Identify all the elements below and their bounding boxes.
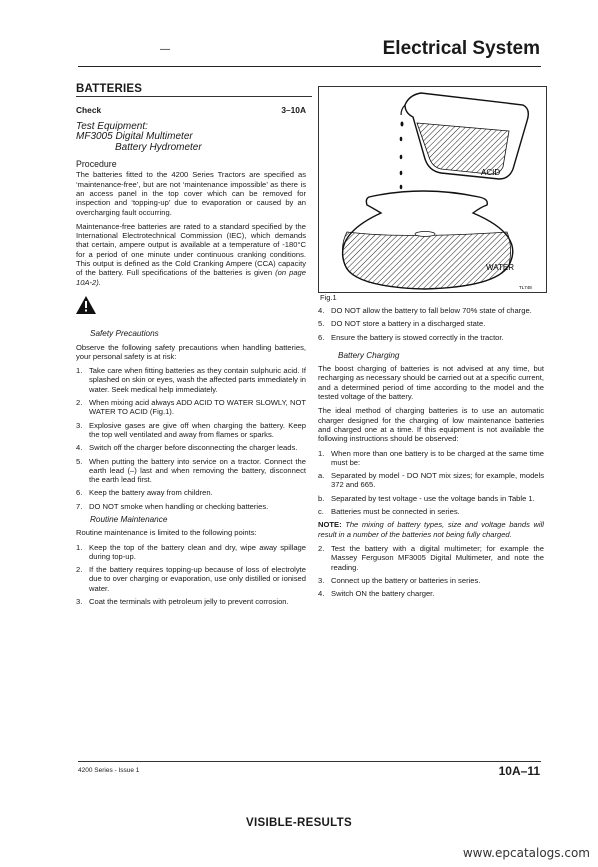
charging-item-text: Separated by model - DO NOT mix sizes; for example, models 372 and 665. bbox=[331, 471, 544, 490]
charging-item-number: b. bbox=[318, 493, 325, 503]
right-list bbox=[318, 306, 544, 342]
acid-water-illustration bbox=[319, 87, 546, 292]
left-column bbox=[76, 72, 306, 610]
charging-step-number: 3. bbox=[318, 575, 325, 585]
water-label: WATER bbox=[486, 263, 514, 272]
charging-step-text: Connect up the battery or batteries in series. bbox=[331, 575, 481, 585]
charging-item-text: Batteries must be connected in series. bbox=[331, 507, 460, 517]
safety-heading: Safety Precautions bbox=[90, 329, 159, 339]
precaution-item-number: 4. bbox=[318, 306, 325, 315]
precaution-item bbox=[318, 306, 544, 315]
safety-item-number: 2. bbox=[76, 398, 83, 408]
charging-step-number: 2. bbox=[318, 543, 325, 553]
test-equipment bbox=[76, 122, 306, 154]
safety-item-number: 1. bbox=[76, 366, 83, 376]
figure-ref: TL748 bbox=[519, 285, 532, 290]
charging-list bbox=[318, 449, 544, 517]
charging-heading: Battery Charging bbox=[338, 350, 400, 360]
routine-item bbox=[76, 565, 306, 593]
section-title: BATTERIES bbox=[76, 83, 143, 95]
precaution-item-number: 6. bbox=[318, 332, 325, 342]
charging-item bbox=[318, 494, 544, 503]
page-header-title: Electrical System bbox=[382, 38, 540, 59]
right-column bbox=[318, 306, 544, 602]
warning-icon bbox=[76, 296, 96, 314]
safety-item bbox=[76, 398, 306, 417]
check-row bbox=[76, 106, 306, 115]
test-equipment-line1: MF3005 Digital Multimeter bbox=[76, 131, 193, 143]
safety-list bbox=[76, 366, 306, 511]
charging-item-text: When more than one battery is to be charged at the same time must be: bbox=[331, 448, 544, 467]
figure-label: Fig.1 bbox=[320, 293, 337, 302]
figure-acid-water bbox=[318, 86, 547, 293]
charging-step-number: 4. bbox=[318, 589, 325, 599]
routine-list bbox=[76, 543, 306, 607]
safety-item bbox=[76, 421, 306, 440]
routine-item-text: Coat the terminals with petroleum jelly to prevent corrosion. bbox=[89, 597, 289, 607]
routine-item-text: If the battery requires topping-up because of loss of electrolyte due to over charging or evaporation, use only distilled or ionised water. bbox=[89, 565, 306, 593]
note-text: The mixing of battery types, size and voltage bands will result in a number of the batteries not being fully charged. bbox=[318, 520, 544, 539]
precaution-item-text: DO NOT store a battery in a discharged state. bbox=[331, 319, 486, 329]
charging-item-number: 1. bbox=[318, 448, 325, 458]
routine-heading: Routine Maintenance bbox=[90, 515, 168, 524]
header-rule bbox=[78, 66, 541, 67]
routine-intro: Routine maintenance is limited to the following points: bbox=[76, 528, 257, 538]
charging-step bbox=[318, 544, 544, 572]
test-equipment-line2: Battery Hydrometer bbox=[115, 141, 202, 153]
safety-item-number: 3. bbox=[76, 420, 83, 430]
procedure-paragraph-2 bbox=[76, 222, 306, 287]
safety-item-text: When putting the battery into service on a tractor. Connect the earth lead (–) last and when removing the battery, disconnect the earth lead first. bbox=[89, 456, 306, 485]
charging-item bbox=[318, 449, 544, 468]
procedure-paragraph-1: The batteries fitted to the 4200 Series Tractors are specified as ‘maintenance-free’, but are not ‘maintenance impossible’ as there is an access panel in the top cover which can be removed for inspection and ‘topping-up’ due to evaporation or caused by an overcharging fault occurring. bbox=[76, 170, 306, 217]
header-dash: — bbox=[160, 44, 170, 55]
precaution-item-text: Ensure the battery is stowed correctly in the tractor. bbox=[331, 332, 504, 342]
check-label: Check bbox=[76, 105, 102, 116]
safety-item-text: DO NOT smoke when handling or checking batteries. bbox=[89, 501, 269, 511]
charging-step-text: Switch ON the battery charger. bbox=[331, 589, 435, 599]
safety-item bbox=[76, 366, 306, 394]
check-code: 3–10A bbox=[281, 105, 306, 116]
charging-item bbox=[318, 471, 544, 490]
safety-item bbox=[76, 457, 306, 485]
safety-item-number: 4. bbox=[76, 443, 83, 453]
charging-item-text: Separated by test voltage - use the voltage bands in Table 1. bbox=[331, 493, 535, 503]
footer-page-number: 10A–11 bbox=[498, 764, 540, 778]
safety-item bbox=[76, 502, 306, 511]
footer-series: 4200 Series - Issue 1 bbox=[78, 767, 140, 774]
note-label: NOTE: bbox=[318, 520, 342, 530]
safety-item-text: Switch off the charger before disconnecting the charger leads. bbox=[89, 443, 298, 453]
charging-step bbox=[318, 576, 544, 585]
safety-item-text: When mixing acid always ADD ACID TO WATER SLOWLY, NOT WATER TO ACID (Fig.1). bbox=[89, 398, 306, 417]
safety-item bbox=[76, 488, 306, 497]
routine-item-number: 1. bbox=[76, 542, 83, 552]
safety-item-text: Explosive gases are give off when charging the battery. Keep the top well ventilated and away from flames or sparks. bbox=[89, 420, 306, 439]
safety-item-number: 7. bbox=[76, 501, 83, 511]
acid-label: ACID bbox=[481, 168, 501, 177]
safety-item-text: Take care when fitting batteries as they contain sulphuric acid. If splashed on skin or eyes, wash the affected parts immediately in water. Seek medical help immediately. bbox=[89, 366, 306, 394]
procedure-page-ref: (on page 10A-2). bbox=[76, 268, 306, 287]
safety-item-text: Keep the battery away from children. bbox=[89, 488, 213, 498]
charging-item bbox=[318, 507, 544, 516]
charging-item-number: a. bbox=[318, 471, 325, 481]
precaution-item bbox=[318, 333, 544, 342]
acid-jug bbox=[401, 93, 528, 179]
procedure-paragraph-2-text: Maintenance-free batteries are rated to a standard specified by the International Electrotechnical Commission (IEC), which demands that certain, ampere output is available at a temperature of -180°C for a period of one minute under continuous cranking conditions. This output is defined as the Cold Cranking Ampere (CCA) capacity of the battery. Full specifications of the batteries is given bbox=[76, 221, 306, 278]
charging-note bbox=[318, 520, 544, 539]
routine-item-text: Keep the top of the battery clean and dry, wipe away spillage during top-up. bbox=[89, 542, 306, 561]
charging-step-text: Test the battery with a digital multimeter; for example the Massey Ferguson MF3005 Digital Multimeter, and note the reading. bbox=[331, 543, 544, 572]
test-equipment-label: Test Equipment: bbox=[76, 120, 148, 132]
visible-results-caption: VISIBLE-RESULTS bbox=[246, 817, 352, 829]
routine-item-number: 2. bbox=[76, 565, 83, 575]
charging-step bbox=[318, 589, 544, 598]
charging-list-2 bbox=[318, 544, 544, 598]
precaution-item-text: DO NOT allow the battery to fall below 70% state of charge. bbox=[331, 306, 532, 315]
routine-item bbox=[76, 597, 306, 606]
procedure-heading: Procedure bbox=[76, 159, 117, 170]
precaution-item-number: 5. bbox=[318, 319, 325, 329]
routine-item-number: 3. bbox=[76, 597, 83, 607]
safety-item-number: 5. bbox=[76, 456, 83, 466]
watermark-link[interactable]: www.epcatalogs.com bbox=[462, 846, 590, 860]
safety-intro: Observe the following safety precautions when handling batteries, your personal safety is at risk: bbox=[76, 342, 306, 361]
charging-paragraph-1: The boost charging of batteries is not advised at any time, but recharging as necessary should be carried out at a specific current, and a determined period of time according to the model and the tested voltage of the battery. bbox=[318, 364, 544, 402]
charging-item-number: c. bbox=[318, 507, 324, 517]
safety-item bbox=[76, 443, 306, 452]
section-rule bbox=[76, 96, 312, 97]
safety-item-number: 6. bbox=[76, 488, 83, 498]
routine-item bbox=[76, 543, 306, 562]
water-vessel bbox=[342, 191, 512, 289]
precaution-item bbox=[318, 319, 544, 328]
charging-paragraph-2: The ideal method of charging batteries is to use an automatic charger designed for the charging of low maintenance batteries and charged one at a time. If this equipment is not available the following instructions should be observed: bbox=[318, 406, 544, 444]
footer-rule bbox=[78, 761, 541, 762]
